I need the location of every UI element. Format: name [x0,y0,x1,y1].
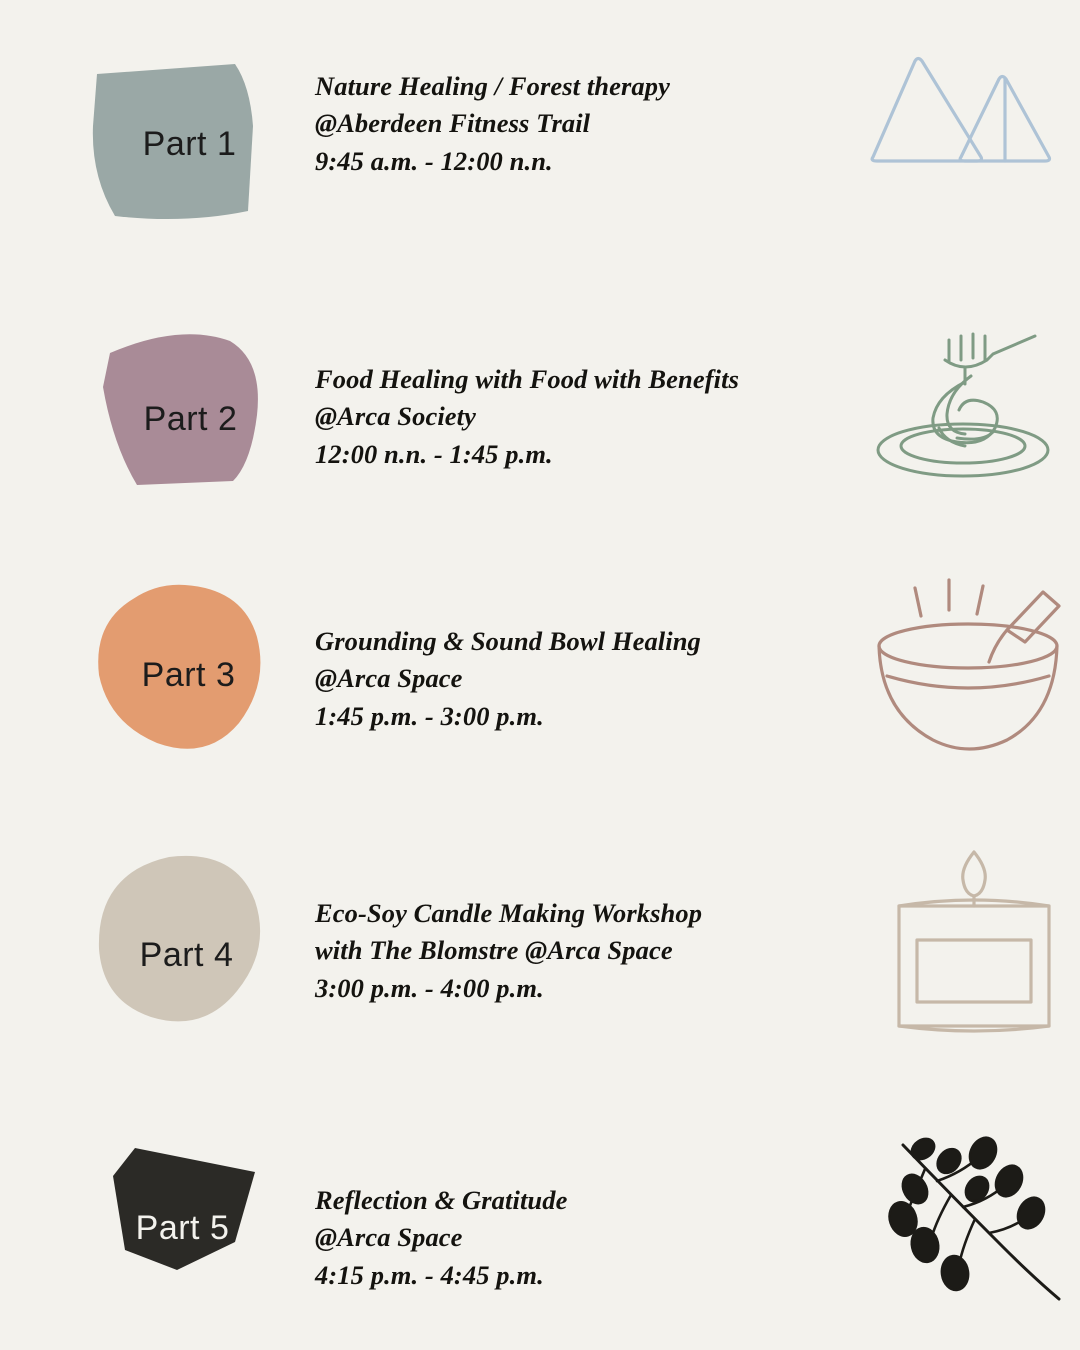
badge-label: Part 4 [139,935,234,974]
part-badge [85,1110,300,1310]
candle-icon [859,840,1080,1050]
part-badge [85,315,300,515]
session-title: Food Healing with Food with Benefits [315,363,739,394]
session-location: with The Blomstre @Arca Space [315,935,673,966]
session-text [315,68,835,181]
session-time: 3:00 p.m. - 4:00 p.m. [315,972,544,1003]
part-badge [85,575,300,775]
session-time: 12:00 n.n. - 1:45 p.m. [315,438,553,469]
part-badge [85,50,300,250]
botanical-branch-icon [863,1127,1080,1337]
session-title: Reflection & Gratitude [315,1184,568,1215]
session-text [315,1182,835,1295]
session-title: Nature Healing / Forest therapy [315,70,670,101]
sound-bowl-icon [857,572,1080,782]
session-text [315,895,835,1008]
session-time: 1:45 p.m. - 3:00 p.m. [315,700,544,731]
badge-label: Part 3 [141,655,236,694]
list-item [0,560,1080,790]
session-title: Grounding & Sound Bowl Healing [315,625,701,656]
badge-label: Part 2 [143,399,238,438]
pasta-fork-icon [853,310,1080,520]
session-location: @Arca Society [315,401,476,432]
part-badge [85,845,300,1045]
session-location: @Arca Space [315,1222,463,1253]
mountains-icon [853,31,1080,241]
session-text [315,623,835,736]
session-location: @Aberdeen Fitness Trail [315,108,591,139]
session-text [315,361,835,474]
list-item [0,35,1080,265]
session-time: 4:15 p.m. - 4:45 p.m. [315,1259,544,1290]
list-item [0,830,1080,1060]
list-item [0,300,1080,530]
badge-label: Part 1 [142,124,237,163]
list-item [0,1095,1080,1325]
session-time: 9:45 a.m. - 12:00 n.n. [315,145,553,176]
session-title: Eco-Soy Candle Making Workshop [315,897,703,928]
badge-label: Part 5 [135,1208,230,1247]
session-location: @Arca Space [315,663,463,694]
